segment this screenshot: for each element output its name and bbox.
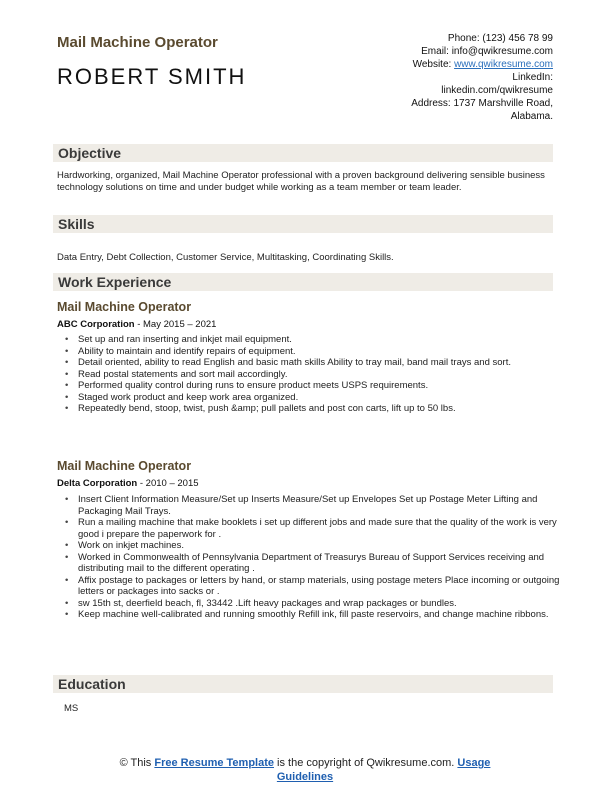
job-company-line-1: [57, 319, 216, 330]
job-bullets-1: [57, 334, 574, 415]
contact-linkedin-label: LinkedIn:: [512, 72, 553, 83]
job-dates-1: - May 2015 – 2021: [134, 319, 217, 330]
job-company-2: Delta Corporation: [57, 478, 138, 489]
list-item: • Insert Client Information Measure/Set up Inserts Measure/Set up Envelopes Set up Postage Meter Lifting and Packaging Mail Trays.: [78, 494, 574, 517]
objective-heading: Objective: [58, 145, 122, 161]
contact-address-line1: Address: 1737 Marshville Road,: [411, 98, 553, 109]
work-experience-section-header: [53, 273, 553, 291]
website-label: Website:: [412, 59, 455, 70]
contact-phone: Phone: (123) 456 78 99: [447, 33, 553, 44]
usage-guidelines-link-part1[interactable]: Usage: [457, 757, 491, 769]
contact-website: [353, 58, 553, 71]
list-item: • Keep machine well-calibrated and running smoothly Refill ink, fill paste reservoirs, and change machine ribbons.: [78, 609, 574, 621]
list-item: • Detail oriented, ability to read English and basic math skills Ability to tray mail, band mail trays and sort.: [78, 357, 574, 369]
job-dates-2: - 2010 – 2015: [137, 478, 199, 489]
education-section-header: [53, 675, 553, 693]
free-resume-template-link[interactable]: Free Resume Template: [154, 757, 274, 769]
list-item: • Repeatedly bend, stoop, twist, push &amp; pull pallets and post con carts, lift up to 50 lbs.: [78, 403, 574, 415]
footer-middle: is the copyright of Qwikresume.com.: [274, 757, 458, 769]
website-link[interactable]: www.qwikresume.com: [454, 59, 553, 70]
education-heading: Education: [58, 676, 126, 692]
work-experience-heading: Work Experience: [58, 274, 172, 290]
contact-address-line2: Alabama.: [510, 111, 553, 122]
contact-linkedin-value: linkedin.com/qwikresume: [441, 85, 553, 96]
education-text: MS: [64, 703, 79, 714]
objective-section-header: [53, 144, 553, 162]
job-title-1: Mail Machine Operator: [57, 300, 192, 314]
list-item: • Staged work product and keep work area organized.: [78, 392, 574, 404]
skills-text: Data Entry, Debt Collection, Customer Service, Multitasking, Coordinating Skills.: [57, 252, 394, 263]
copyright-footer: [57, 756, 553, 784]
header-job-title: Mail Machine Operator: [57, 34, 218, 51]
job-bullets-2: [57, 494, 574, 621]
list-item: • sw 15th st, deerfield beach, fl, 33442 .Lift heavy packages and wrap packages or bundles.: [78, 598, 574, 610]
candidate-name: ROBERT SMITH: [57, 64, 247, 89]
list-item: • Work on inkjet machines.: [78, 540, 574, 552]
list-item: • Run a mailing machine that make booklets i set up different jobs and made sure that the quality of the work is very good i prepare the paperwork for .: [78, 517, 574, 540]
resume-header: [57, 30, 553, 130]
job-title-2: Mail Machine Operator: [57, 459, 192, 473]
objective-text: Hardworking, organized, Mail Machine Operator professional with a proven background delivering sensible business technology solutions on time and under budget while working as a team member or team leader.: [57, 170, 545, 193]
list-item: • Read postal statements and sort mail accordingly.: [78, 369, 574, 381]
job-company-1: ABC Corporation: [57, 319, 135, 330]
list-item: • Affix postage to packages or letters by hand, or stamp materials, using postage meters Place incoming or outgoing letters or packages into sacks or .: [78, 575, 574, 598]
list-item: • Ability to maintain and identify repairs of equipment.: [78, 346, 574, 358]
footer-prefix: © This: [119, 757, 155, 769]
list-item: • Performed quality control during runs to ensure product meets USPS requirements.: [78, 380, 574, 392]
usage-guidelines-link-part2[interactable]: Guidelines: [276, 771, 334, 783]
list-item: • Worked in Commonwealth of Pennsylvania Department of Treasurys Bureau of Support Services receiving and distributing mail to the different operating .: [78, 552, 574, 575]
list-item: • Set up and ran inserting and inkjet mail equipment.: [78, 334, 574, 346]
job-company-line-2: [57, 478, 199, 489]
skills-heading: Skills: [58, 216, 95, 232]
contact-email: Email: info@qwikresume.com: [421, 46, 553, 57]
skills-section-header: [53, 215, 553, 233]
contact-block: [353, 32, 553, 123]
